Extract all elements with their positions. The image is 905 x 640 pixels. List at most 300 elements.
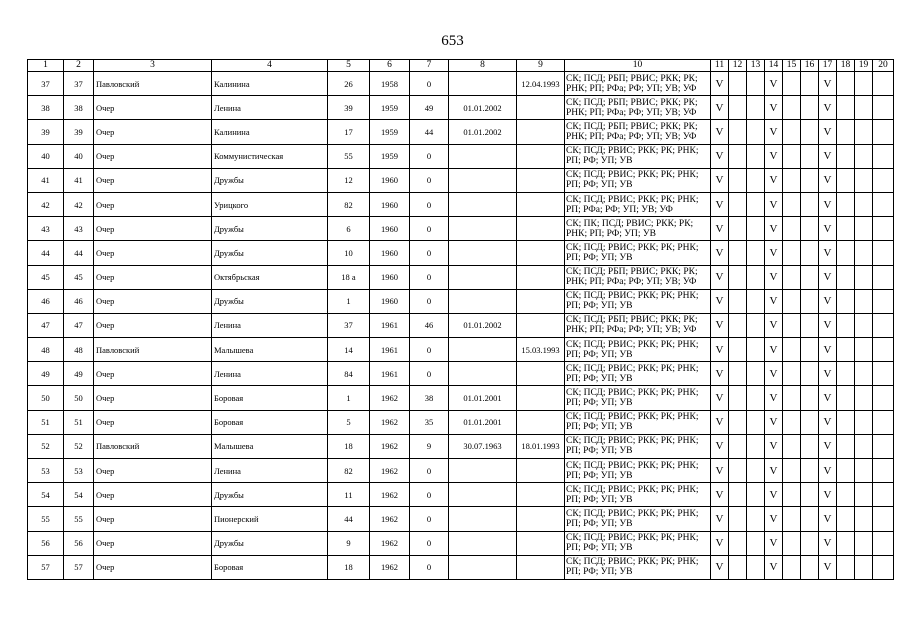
cell-mark-11: V bbox=[711, 96, 729, 120]
cell-year: 1961 bbox=[370, 362, 410, 386]
cell-mark-17: V bbox=[819, 459, 837, 483]
cell-mark-20 bbox=[873, 313, 894, 337]
cell-mark-17: V bbox=[819, 241, 837, 265]
cell-mark-17: V bbox=[819, 289, 837, 313]
cell-mark-20 bbox=[873, 241, 894, 265]
cell-number: 43 bbox=[28, 217, 64, 241]
cell-mark-14: V bbox=[765, 507, 783, 531]
cell-year: 1962 bbox=[370, 410, 410, 434]
cell-street: Боровая bbox=[212, 555, 328, 579]
cell-codes: СК; ПСД; РВИС; РКК; РК; РНК; РП; РФ; УП; УВ bbox=[565, 241, 711, 265]
cell-col-8 bbox=[449, 192, 517, 216]
cell-number: 39 bbox=[28, 120, 64, 144]
cell-mark-11: V bbox=[711, 72, 729, 96]
housing-register-table bbox=[27, 59, 894, 580]
cell-mark-16 bbox=[801, 313, 819, 337]
cell-house: 1 bbox=[328, 289, 370, 313]
cell-mark-20 bbox=[873, 96, 894, 120]
cell-codes: СК; ПСД; РВИС; РКК; РК; РНК; РП; РФ; УП; УВ bbox=[565, 386, 711, 410]
cell-col-7: 44 bbox=[410, 120, 449, 144]
cell-mark-14: V bbox=[765, 72, 783, 96]
cell-mark-15 bbox=[783, 362, 801, 386]
cell-mark-11: V bbox=[711, 168, 729, 192]
table-row bbox=[28, 483, 894, 507]
cell-settlement: Очер bbox=[94, 289, 212, 313]
cell-col-9 bbox=[517, 144, 565, 168]
cell-street: Боровая bbox=[212, 410, 328, 434]
cell-mark-12 bbox=[729, 120, 747, 144]
cell-mark-14: V bbox=[765, 386, 783, 410]
cell-number: 38 bbox=[28, 96, 64, 120]
cell-mark-18 bbox=[837, 313, 855, 337]
cell-mark-18 bbox=[837, 265, 855, 289]
cell-mark-14: V bbox=[765, 217, 783, 241]
cell-mark-19 bbox=[855, 386, 873, 410]
cell-col-8 bbox=[449, 507, 517, 531]
cell-col-7: 0 bbox=[410, 507, 449, 531]
cell-number-2: 39 bbox=[64, 120, 94, 144]
cell-settlement: Очер bbox=[94, 313, 212, 337]
cell-mark-13 bbox=[747, 531, 765, 555]
cell-mark-11: V bbox=[711, 217, 729, 241]
cell-mark-11: V bbox=[711, 483, 729, 507]
cell-mark-18 bbox=[837, 483, 855, 507]
cell-mark-18 bbox=[837, 410, 855, 434]
cell-settlement: Очер bbox=[94, 483, 212, 507]
cell-codes: СК; ПСД; РВИС; РКК; РК; РНК; РП; РФ; УП; УВ bbox=[565, 410, 711, 434]
cell-mark-20 bbox=[873, 410, 894, 434]
cell-settlement: Очер bbox=[94, 410, 212, 434]
cell-codes: СК; ПСД; РБП; РВИС; РКК; РК; РНК; РП; РФа; РФ; УП; УВ; УФ bbox=[565, 72, 711, 96]
cell-col-9: 18.01.1993 bbox=[517, 434, 565, 458]
cell-mark-13 bbox=[747, 217, 765, 241]
cell-street: Ленина bbox=[212, 362, 328, 386]
table-body bbox=[28, 72, 894, 580]
cell-number-2: 43 bbox=[64, 217, 94, 241]
cell-mark-16 bbox=[801, 96, 819, 120]
cell-mark-16 bbox=[801, 507, 819, 531]
cell-col-8: 01.01.2002 bbox=[449, 120, 517, 144]
column-header-1: 1 bbox=[28, 60, 64, 72]
cell-number-2: 42 bbox=[64, 192, 94, 216]
cell-col-9 bbox=[517, 507, 565, 531]
cell-year: 1961 bbox=[370, 338, 410, 362]
cell-mark-14: V bbox=[765, 313, 783, 337]
cell-mark-13 bbox=[747, 265, 765, 289]
cell-col-7: 0 bbox=[410, 483, 449, 507]
cell-mark-13 bbox=[747, 386, 765, 410]
table-row bbox=[28, 434, 894, 458]
cell-mark-16 bbox=[801, 410, 819, 434]
cell-col-9 bbox=[517, 241, 565, 265]
cell-mark-14: V bbox=[765, 192, 783, 216]
cell-mark-18 bbox=[837, 144, 855, 168]
cell-street: Дружбы bbox=[212, 483, 328, 507]
cell-number-2: 45 bbox=[64, 265, 94, 289]
cell-mark-18 bbox=[837, 531, 855, 555]
cell-col-8 bbox=[449, 72, 517, 96]
cell-mark-13 bbox=[747, 241, 765, 265]
cell-street: Дружбы bbox=[212, 217, 328, 241]
cell-mark-18 bbox=[837, 386, 855, 410]
cell-mark-18 bbox=[837, 96, 855, 120]
cell-mark-19 bbox=[855, 313, 873, 337]
cell-codes: СК; ПСД; РВИС; РКК; РК; РНК; РП; РФ; УП; УВ bbox=[565, 507, 711, 531]
cell-mark-18 bbox=[837, 192, 855, 216]
cell-house: 14 bbox=[328, 338, 370, 362]
cell-number: 40 bbox=[28, 144, 64, 168]
cell-mark-19 bbox=[855, 362, 873, 386]
cell-number-2: 37 bbox=[64, 72, 94, 96]
cell-mark-15 bbox=[783, 168, 801, 192]
cell-col-7: 0 bbox=[410, 338, 449, 362]
cell-mark-15 bbox=[783, 507, 801, 531]
cell-mark-11: V bbox=[711, 531, 729, 555]
cell-mark-19 bbox=[855, 217, 873, 241]
cell-mark-12 bbox=[729, 217, 747, 241]
cell-mark-17: V bbox=[819, 217, 837, 241]
cell-mark-11: V bbox=[711, 555, 729, 579]
cell-mark-19 bbox=[855, 241, 873, 265]
cell-mark-12 bbox=[729, 96, 747, 120]
cell-col-8 bbox=[449, 265, 517, 289]
cell-mark-18 bbox=[837, 507, 855, 531]
cell-mark-15 bbox=[783, 192, 801, 216]
cell-col-7: 0 bbox=[410, 459, 449, 483]
cell-mark-16 bbox=[801, 338, 819, 362]
cell-mark-12 bbox=[729, 434, 747, 458]
cell-street: Малышева bbox=[212, 434, 328, 458]
cell-mark-13 bbox=[747, 72, 765, 96]
cell-mark-13 bbox=[747, 313, 765, 337]
cell-col-7: 0 bbox=[410, 265, 449, 289]
cell-mark-19 bbox=[855, 192, 873, 216]
cell-number: 47 bbox=[28, 313, 64, 337]
cell-col-9 bbox=[517, 96, 565, 120]
cell-mark-12 bbox=[729, 410, 747, 434]
cell-mark-20 bbox=[873, 507, 894, 531]
cell-year: 1960 bbox=[370, 289, 410, 313]
cell-number-2: 50 bbox=[64, 386, 94, 410]
cell-mark-16 bbox=[801, 168, 819, 192]
column-header-4: 4 bbox=[212, 60, 328, 72]
cell-col-8 bbox=[449, 338, 517, 362]
cell-codes: СК; ПСД; РВИС; РКК; РК; РНК; РП; РФ; УП; УВ bbox=[565, 555, 711, 579]
cell-mark-11: V bbox=[711, 434, 729, 458]
cell-mark-12 bbox=[729, 338, 747, 362]
cell-mark-17: V bbox=[819, 265, 837, 289]
cell-mark-12 bbox=[729, 265, 747, 289]
cell-mark-15 bbox=[783, 410, 801, 434]
cell-col-9 bbox=[517, 531, 565, 555]
cell-codes: СК; ПСД; РВИС; РКК; РК; РНК; РП; РФ; УП; УВ bbox=[565, 483, 711, 507]
cell-mark-18 bbox=[837, 362, 855, 386]
cell-mark-15 bbox=[783, 120, 801, 144]
cell-settlement: Очер bbox=[94, 192, 212, 216]
cell-mark-20 bbox=[873, 120, 894, 144]
cell-codes: СК; ПСД; РВИС; РКК; РК; РНК; РП; РФ; УП; УВ bbox=[565, 531, 711, 555]
cell-number: 37 bbox=[28, 72, 64, 96]
cell-number: 41 bbox=[28, 168, 64, 192]
cell-settlement: Очер bbox=[94, 120, 212, 144]
cell-street: Пионерский bbox=[212, 507, 328, 531]
cell-codes: СК; ПСД; РВИС; РКК; РК; РНК; РП; РФ; УП; УВ bbox=[565, 338, 711, 362]
header-row bbox=[28, 60, 894, 72]
cell-settlement: Очер bbox=[94, 96, 212, 120]
cell-col-9 bbox=[517, 459, 565, 483]
cell-house: 5 bbox=[328, 410, 370, 434]
cell-col-8 bbox=[449, 144, 517, 168]
cell-mark-19 bbox=[855, 72, 873, 96]
cell-year: 1962 bbox=[370, 531, 410, 555]
cell-mark-15 bbox=[783, 386, 801, 410]
column-header-15: 15 bbox=[783, 60, 801, 72]
cell-mark-14: V bbox=[765, 168, 783, 192]
cell-col-8: 01.01.2002 bbox=[449, 313, 517, 337]
cell-street: Дружбы bbox=[212, 531, 328, 555]
cell-mark-20 bbox=[873, 217, 894, 241]
cell-house: 55 bbox=[328, 144, 370, 168]
cell-mark-13 bbox=[747, 507, 765, 531]
table-row bbox=[28, 241, 894, 265]
column-header-16: 16 bbox=[801, 60, 819, 72]
cell-mark-12 bbox=[729, 531, 747, 555]
cell-col-7: 38 bbox=[410, 386, 449, 410]
table-row bbox=[28, 72, 894, 96]
cell-number-2: 57 bbox=[64, 555, 94, 579]
cell-mark-17: V bbox=[819, 386, 837, 410]
cell-mark-20 bbox=[873, 483, 894, 507]
cell-number: 52 bbox=[28, 434, 64, 458]
cell-house: 84 bbox=[328, 362, 370, 386]
cell-mark-15 bbox=[783, 313, 801, 337]
cell-mark-14: V bbox=[765, 459, 783, 483]
cell-mark-14: V bbox=[765, 410, 783, 434]
cell-col-8 bbox=[449, 241, 517, 265]
cell-number: 46 bbox=[28, 289, 64, 313]
cell-col-9 bbox=[517, 362, 565, 386]
cell-codes: СК; ПСД; РБП; РВИС; РКК; РК; РНК; РП; РФа; РФ; УП; УВ; УФ bbox=[565, 96, 711, 120]
cell-col-8: 01.01.2001 bbox=[449, 386, 517, 410]
cell-col-9 bbox=[517, 555, 565, 579]
cell-house: 26 bbox=[328, 72, 370, 96]
cell-mark-18 bbox=[837, 555, 855, 579]
cell-mark-18 bbox=[837, 289, 855, 313]
cell-mark-16 bbox=[801, 531, 819, 555]
cell-mark-12 bbox=[729, 362, 747, 386]
cell-settlement: Павловский bbox=[94, 72, 212, 96]
cell-year: 1962 bbox=[370, 483, 410, 507]
cell-mark-18 bbox=[837, 459, 855, 483]
cell-street: Урицкого bbox=[212, 192, 328, 216]
cell-year: 1960 bbox=[370, 192, 410, 216]
cell-mark-19 bbox=[855, 144, 873, 168]
cell-mark-11: V bbox=[711, 410, 729, 434]
table-row bbox=[28, 531, 894, 555]
cell-mark-20 bbox=[873, 386, 894, 410]
cell-mark-16 bbox=[801, 72, 819, 96]
cell-col-7: 35 bbox=[410, 410, 449, 434]
table-row bbox=[28, 386, 894, 410]
column-header-3: 3 bbox=[94, 60, 212, 72]
cell-settlement: Очер bbox=[94, 217, 212, 241]
cell-house: 17 bbox=[328, 120, 370, 144]
cell-street: Ленина bbox=[212, 313, 328, 337]
cell-col-7: 0 bbox=[410, 217, 449, 241]
cell-settlement: Очер bbox=[94, 459, 212, 483]
cell-mark-17: V bbox=[819, 531, 837, 555]
page-number: 653 bbox=[441, 33, 464, 49]
cell-settlement: Очер bbox=[94, 265, 212, 289]
cell-settlement: Очер bbox=[94, 241, 212, 265]
column-header-9: 9 bbox=[517, 60, 565, 72]
cell-mark-15 bbox=[783, 338, 801, 362]
table-row bbox=[28, 168, 894, 192]
cell-mark-16 bbox=[801, 555, 819, 579]
table-row bbox=[28, 338, 894, 362]
column-header-2: 2 bbox=[64, 60, 94, 72]
cell-col-7: 0 bbox=[410, 72, 449, 96]
cell-mark-17: V bbox=[819, 362, 837, 386]
cell-mark-12 bbox=[729, 168, 747, 192]
cell-mark-16 bbox=[801, 217, 819, 241]
cell-mark-17: V bbox=[819, 96, 837, 120]
cell-codes: СК; ПК; ПСД; РВИС; РКК; РК; РНК; РП; РФ; УП; УВ bbox=[565, 217, 711, 241]
cell-house: 11 bbox=[328, 483, 370, 507]
table-row bbox=[28, 507, 894, 531]
cell-col-7: 49 bbox=[410, 96, 449, 120]
cell-col-8 bbox=[449, 459, 517, 483]
cell-street: Октябрьская bbox=[212, 265, 328, 289]
table-row bbox=[28, 96, 894, 120]
cell-mark-11: V bbox=[711, 507, 729, 531]
cell-number-2: 56 bbox=[64, 531, 94, 555]
cell-mark-11: V bbox=[711, 144, 729, 168]
cell-mark-14: V bbox=[765, 555, 783, 579]
cell-col-7: 0 bbox=[410, 192, 449, 216]
table-row bbox=[28, 313, 894, 337]
cell-mark-16 bbox=[801, 192, 819, 216]
cell-mark-17: V bbox=[819, 72, 837, 96]
cell-mark-20 bbox=[873, 265, 894, 289]
cell-col-7: 0 bbox=[410, 555, 449, 579]
cell-number-2: 41 bbox=[64, 168, 94, 192]
cell-street: Коммунистическая bbox=[212, 144, 328, 168]
cell-house: 6 bbox=[328, 217, 370, 241]
cell-mark-17: V bbox=[819, 313, 837, 337]
cell-col-9 bbox=[517, 289, 565, 313]
cell-number-2: 47 bbox=[64, 313, 94, 337]
cell-mark-20 bbox=[873, 434, 894, 458]
cell-mark-14: V bbox=[765, 434, 783, 458]
cell-col-9 bbox=[517, 265, 565, 289]
cell-mark-11: V bbox=[711, 386, 729, 410]
cell-street: Калинина bbox=[212, 120, 328, 144]
cell-mark-14: V bbox=[765, 144, 783, 168]
cell-col-9: 15.03.1993 bbox=[517, 338, 565, 362]
cell-mark-20 bbox=[873, 338, 894, 362]
cell-col-8 bbox=[449, 555, 517, 579]
cell-mark-17: V bbox=[819, 120, 837, 144]
cell-number: 49 bbox=[28, 362, 64, 386]
table-row bbox=[28, 410, 894, 434]
cell-mark-14: V bbox=[765, 483, 783, 507]
cell-year: 1959 bbox=[370, 144, 410, 168]
cell-mark-19 bbox=[855, 338, 873, 362]
cell-house: 39 bbox=[328, 96, 370, 120]
cell-number: 55 bbox=[28, 507, 64, 531]
cell-mark-17: V bbox=[819, 338, 837, 362]
cell-mark-16 bbox=[801, 362, 819, 386]
cell-number-2: 49 bbox=[64, 362, 94, 386]
cell-mark-16 bbox=[801, 144, 819, 168]
cell-year: 1960 bbox=[370, 168, 410, 192]
cell-settlement: Очер bbox=[94, 144, 212, 168]
cell-codes: СК; ПСД; РВИС; РКК; РК; РНК; РП; РФ; УП; УВ bbox=[565, 144, 711, 168]
cell-mark-11: V bbox=[711, 313, 729, 337]
cell-house: 12 bbox=[328, 168, 370, 192]
cell-year: 1958 bbox=[370, 72, 410, 96]
table-row bbox=[28, 217, 894, 241]
cell-mark-15 bbox=[783, 434, 801, 458]
cell-settlement: Очер bbox=[94, 168, 212, 192]
cell-mark-15 bbox=[783, 72, 801, 96]
cell-settlement: Очер bbox=[94, 555, 212, 579]
cell-mark-18 bbox=[837, 168, 855, 192]
cell-number: 56 bbox=[28, 531, 64, 555]
cell-codes: СК; ПСД; РВИС; РКК; РК; РНК; РП; РФ; УП; УВ bbox=[565, 289, 711, 313]
cell-mark-15 bbox=[783, 265, 801, 289]
cell-mark-20 bbox=[873, 362, 894, 386]
cell-mark-20 bbox=[873, 459, 894, 483]
cell-mark-11: V bbox=[711, 192, 729, 216]
cell-number-2: 40 bbox=[64, 144, 94, 168]
cell-house: 18 а bbox=[328, 265, 370, 289]
column-header-11: 11 bbox=[711, 60, 729, 72]
cell-house: 82 bbox=[328, 459, 370, 483]
cell-mark-14: V bbox=[765, 338, 783, 362]
cell-col-8: 01.01.2001 bbox=[449, 410, 517, 434]
cell-col-8 bbox=[449, 217, 517, 241]
cell-col-7: 46 bbox=[410, 313, 449, 337]
cell-year: 1962 bbox=[370, 386, 410, 410]
cell-mark-14: V bbox=[765, 362, 783, 386]
cell-mark-12 bbox=[729, 483, 747, 507]
cell-mark-17: V bbox=[819, 555, 837, 579]
cell-mark-18 bbox=[837, 217, 855, 241]
cell-codes: СК; ПСД; РВИС; РКК; РК; РНК; РП; РФ; УП; УВ bbox=[565, 459, 711, 483]
cell-mark-18 bbox=[837, 338, 855, 362]
cell-codes: СК; ПСД; РБП; РВИС; РКК; РК; РНК; РП; РФа; РФ; УП; УВ; УФ bbox=[565, 313, 711, 337]
cell-settlement: Павловский bbox=[94, 434, 212, 458]
cell-street: Ленина bbox=[212, 96, 328, 120]
cell-street: Дружбы bbox=[212, 168, 328, 192]
cell-mark-17: V bbox=[819, 168, 837, 192]
cell-col-8 bbox=[449, 483, 517, 507]
cell-number: 44 bbox=[28, 241, 64, 265]
cell-number: 57 bbox=[28, 555, 64, 579]
cell-year: 1962 bbox=[370, 434, 410, 458]
cell-mark-13 bbox=[747, 555, 765, 579]
cell-col-9 bbox=[517, 313, 565, 337]
cell-mark-15 bbox=[783, 555, 801, 579]
cell-year: 1962 bbox=[370, 507, 410, 531]
cell-mark-16 bbox=[801, 241, 819, 265]
cell-mark-14: V bbox=[765, 96, 783, 120]
cell-mark-20 bbox=[873, 72, 894, 96]
cell-mark-14: V bbox=[765, 289, 783, 313]
cell-mark-20 bbox=[873, 168, 894, 192]
